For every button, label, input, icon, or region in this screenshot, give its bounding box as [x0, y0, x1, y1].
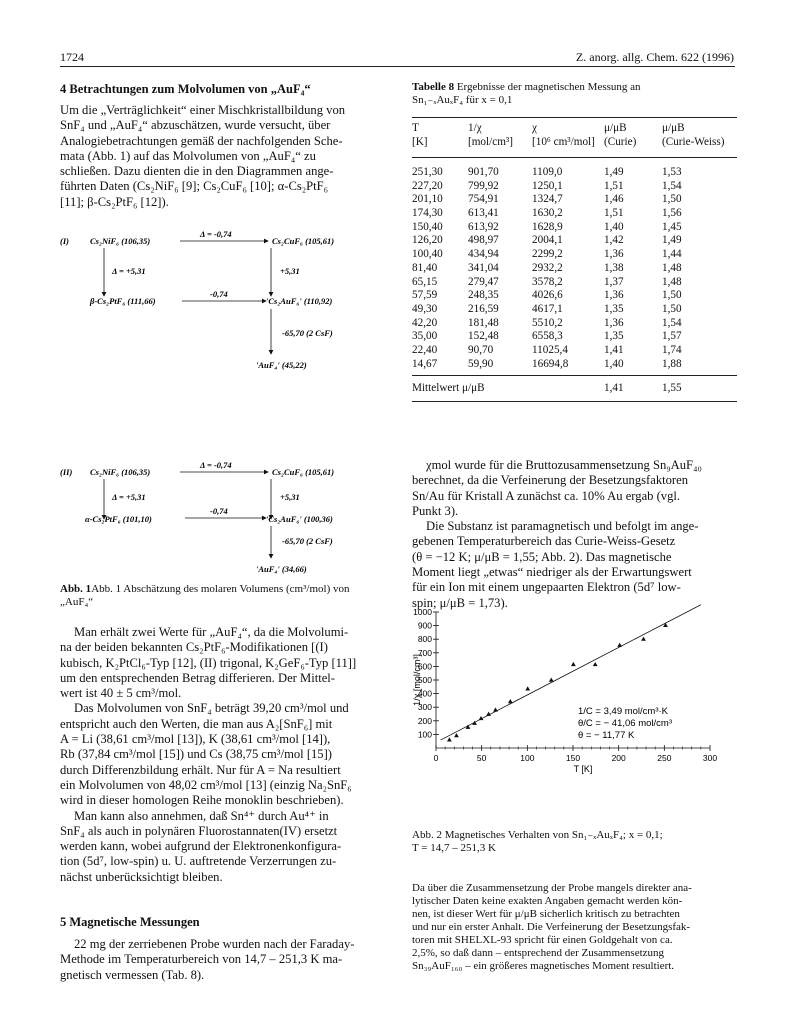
table-row: [412, 248, 738, 262]
text-line: (θ = −12 K; μ/μB = 1,55; Abb. 2). Das magnetische: [412, 549, 672, 564]
table-row: [412, 289, 738, 303]
caption-line: T = 14,7 – 251,3 K: [412, 842, 496, 854]
text-line: nächst unberücksichtigt bleiben.: [60, 869, 223, 884]
y-tick-label: 600: [417, 661, 432, 672]
header-rule: [60, 66, 735, 67]
data-point: [525, 686, 530, 690]
table-cell: 42,20: [412, 316, 438, 329]
text-line: na der beiden bekannten Cs₂PtF₆-Modifikationen [(I): [60, 640, 328, 655]
scheme-2-top-left: Cs₂NiF₆ (106,35): [90, 467, 151, 477]
table-cell: 1,48: [662, 275, 682, 288]
text-line: führten Daten (Cs₂NiF₆ [9]; Cs₂CuF₆ [10]; α-Cs₂PtF₆: [60, 179, 329, 194]
scheme-1-top-arrow-label: Δ = -0,74: [200, 229, 232, 239]
table-cell: 22,40: [412, 343, 438, 356]
table-cell: 1,51: [604, 179, 624, 192]
y-tick-label: 400: [417, 688, 432, 699]
text-line: Die Substanz ist paramagnetisch und befolgt im ange-: [426, 519, 699, 534]
table-cell: 1,38: [604, 261, 624, 274]
text-line: gebenen Temperaturbereich das Curie-Weiss-Gesetz: [412, 534, 676, 549]
text-line: tion (5d⁷, low-spin) u. U. auftretende Verzerrungen zu-: [60, 854, 337, 869]
text-line: gnetisch vermessen (Tab. 8).: [60, 967, 205, 982]
text-line: [11]; β-Cs₂PtF₆ [12]).: [60, 194, 169, 209]
x-tick-label: 200: [611, 753, 626, 763]
table-cell: 1,36: [604, 248, 624, 261]
table-row: [412, 207, 738, 221]
text-line: kubisch, K₂PtCl₆-Typ [12], (II) trigonal, K₂GeF₆-Typ [11]]: [60, 655, 357, 670]
table-cell: 901,70: [468, 166, 499, 178]
text-line: wert ist 40 ± 5 cm³/mol.: [60, 686, 182, 701]
table-footer-rule: [412, 375, 737, 376]
table-cell: 1,41: [604, 343, 624, 356]
table-bottom-rule: [412, 401, 737, 402]
y-tick-label: 700: [417, 647, 432, 658]
table-cell: 1,36: [604, 316, 624, 329]
header-cell: (Curie-Weiss): [662, 135, 725, 148]
table-cell: 1,54: [662, 179, 682, 192]
scheme-2-mid-left: α-Cs₂PtF₆ (101,10): [85, 514, 152, 524]
table-cell: 57,59: [412, 289, 438, 302]
table-cell: 1,35: [604, 330, 624, 343]
x-tick-label: 0: [433, 753, 439, 763]
magnetic-behaviour-chart: [410, 600, 730, 790]
text-line: ein Molvolumen von 48,02 cm³/mol [13] (einzig Na₂SnF₆: [60, 777, 352, 792]
table-cell: 1,74: [662, 343, 682, 356]
annotation-2: θ/C = − 41,06 mol/cm³: [578, 718, 672, 729]
scheme-1-mid-left: β-Cs₂PtF₆ (111,66): [90, 296, 156, 306]
x-axis-label: T [K]: [573, 764, 593, 774]
y-tick-label: 100: [417, 729, 432, 740]
x-tick-label: 100: [520, 753, 535, 763]
text-line: mata (Abb. 1) auf das Molvolumen von „AuF₄“ zu: [60, 148, 316, 163]
table-cell: 341,04: [468, 261, 499, 274]
text-line: wird in dieser homologen Reihe monoklin beschrieben).: [60, 793, 344, 808]
table-cell: 2299,2: [532, 248, 563, 261]
table-cell: 1,44: [662, 248, 682, 261]
table-cell: 248,35: [468, 289, 499, 302]
scheme-1-result: 'AuF₄' (45,22): [256, 360, 307, 370]
table-cell: 1,42: [604, 234, 624, 247]
table-cell: 1,88: [662, 357, 682, 370]
data-point: [571, 662, 576, 666]
text-line: Punkt 3).: [412, 503, 459, 518]
caption-line: Abb. 2 Magnetisches Verhalten von Sn₁₋ₓAuₓF₄; x = 0,1;: [412, 829, 663, 841]
table-row: [412, 330, 738, 344]
header-cell: μ/μB: [662, 122, 685, 134]
text-line: Man kann also annehmen, daß Sn⁴⁺ durch Au⁴⁺ in: [74, 808, 329, 823]
y-axis-label: 1/χ [mol/cm³]: [412, 654, 422, 706]
scheme-1-mid-right: 'Cs₂AuF₆' (110,92): [266, 296, 333, 306]
scheme-1-diagram: [60, 226, 400, 376]
data-point: [593, 662, 598, 666]
table-title: Ergebnisse der magnetischen Messung an: [456, 81, 641, 93]
table-cell: 59,90: [468, 357, 494, 370]
figure-1-caption: [60, 583, 394, 609]
table-cell: 1250,1: [532, 179, 563, 192]
section-5-heading: 5 Magnetische Messungen: [60, 915, 200, 929]
footnote: [412, 882, 737, 973]
data-point: [447, 737, 452, 741]
table-label: Tabelle 8: [412, 81, 455, 93]
table-cell: 181,48: [468, 316, 499, 329]
table-cell: 201,10: [412, 193, 443, 206]
caption-line: Abb. 1Abb. 1 Abschätzung des molaren Volumens (cm³/mol) von: [60, 583, 350, 595]
table-cell: 174,30: [412, 207, 443, 220]
table-cell: 613,92: [468, 220, 499, 233]
table-cell: 1,35: [604, 302, 624, 315]
x-tick-label: 50: [476, 753, 487, 763]
header-cell: [K]: [412, 135, 428, 148]
data-point: [549, 678, 554, 682]
table-cell: 1,50: [662, 289, 682, 302]
table-cell: 1,46: [604, 193, 624, 206]
scheme-2-top-arrow-label: Δ = -0,74: [200, 462, 232, 470]
table-cell: 1,40: [604, 220, 624, 233]
table-cell: 1,54: [662, 316, 682, 329]
text-line: spin; μ/μB = 1,73).: [412, 595, 508, 610]
table-cell: 90,70: [468, 343, 494, 356]
scheme-1-top-left: Cs₂NiF₆ (106,35): [90, 236, 151, 246]
table-cell: 1628,9: [532, 220, 563, 233]
table-cell: 65,15: [412, 275, 438, 288]
text-line: SnF₄ und „AuF₄“ abzuschätzen, wurde versucht, über: [60, 118, 331, 133]
text-line: 22 mg der zerriebenen Probe wurden nach der Faraday-: [74, 937, 355, 951]
caption-text: Abb. 1 Abschätzung des molaren Volumens (cm³/mol) von: [91, 583, 350, 595]
annotation-3: θ = − 11,77 K: [578, 730, 635, 741]
text-line: Das Molvolumen von SnF₄ beträgt 39,20 cm³/mol und: [74, 701, 349, 716]
table-cell: 35,00: [412, 330, 438, 343]
y-tick-label: 200: [417, 715, 432, 726]
scheme-2-diagram: [60, 462, 400, 580]
table-cell: 1,50: [662, 302, 682, 315]
table-cell: 1,53: [662, 166, 682, 178]
caption-line: [412, 81, 737, 94]
table-cell: 3578,2: [532, 275, 563, 288]
scheme-1-label: (I): [60, 236, 69, 246]
table-footer-label: Mittelwert μ/μB: [412, 382, 485, 394]
table-row: [412, 180, 738, 194]
table-cell: 49,30: [412, 302, 438, 315]
scheme-2-result: 'AuF₄' (34,66): [256, 564, 307, 574]
table-footer-curie-weiss: 1,55: [662, 382, 682, 394]
table-cell: 1,50: [662, 193, 682, 206]
table-row: [412, 276, 738, 290]
table-cell: 1,51: [604, 207, 624, 220]
table-cell: 1,49: [604, 166, 624, 178]
text-line: berechnet, da die Verfeinerung der Besetzungsfaktoren: [412, 473, 689, 488]
table-cell: 4617,1: [532, 302, 563, 315]
table-header-rule: [412, 157, 737, 158]
text-line: werden kann, wobei aufgrund der Elektronenkonfigura-: [60, 839, 342, 854]
table-cell: 434,94: [468, 248, 499, 261]
table-cell: 1,49: [662, 234, 682, 247]
table-row: [412, 262, 738, 276]
text-line: lytischer Daten keine exakten Angaben gemacht werden kön-: [412, 895, 683, 907]
text-line: um den entsprechenden Betrag differieren. Der Mittel-: [60, 670, 335, 685]
data-point: [454, 733, 459, 737]
table-8-header: [412, 122, 738, 149]
text-line: 2,5%, so daß dann – entsprechend der Zusammensetzung: [412, 947, 665, 959]
table-cell: 4026,6: [532, 289, 563, 302]
header-cell: T: [412, 122, 419, 134]
text-line: durch Differenzbildung erhält. Nur für A = Na resultiert: [60, 762, 341, 777]
table-cell: 100,40: [412, 248, 443, 261]
table-8-body: [412, 166, 738, 371]
y-tick-label: 300: [417, 702, 432, 713]
table-row: [412, 234, 738, 248]
caption-line: „AuF₄“: [60, 596, 94, 608]
table-cell: 1,36: [604, 289, 624, 302]
text-line: und nur ein erster Anhalt. Die Verfeinerung der Besetzungsfak-: [412, 921, 691, 933]
scheme-1-mid-arrow-label: -0,74: [210, 289, 228, 299]
table-cell: 152,48: [468, 330, 499, 343]
header-cell: (Curie): [604, 135, 637, 148]
scheme-2-right-delta: +5,31: [280, 492, 300, 502]
table-cell: 126,20: [412, 234, 443, 247]
text-line: Moment liegt „etwas“ niedriger als der Erwartungswert: [412, 565, 692, 580]
table-cell: 613,41: [468, 207, 499, 220]
table-row: [412, 317, 738, 331]
page-number: 1724: [60, 50, 84, 64]
table-cell: 150,40: [412, 220, 443, 233]
figure-2-caption: [412, 829, 737, 855]
table-cell: 216,59: [468, 302, 499, 315]
scheme-1-right-delta: +5,31: [280, 266, 300, 276]
table-cell: 1,37: [604, 275, 624, 288]
text-line: Man erhält zwei Werte für „AuF₄“, da die Molvolumi-: [74, 625, 349, 639]
table-cell: 5510,2: [532, 316, 563, 329]
journal-reference: Z. anorg. allg. Chem. 622 (1996): [575, 50, 734, 64]
text-line: Sn/Au für Kristall A zunächst ca. 10% Au ergab (vgl.: [412, 488, 681, 503]
table-cell: 16694,8: [532, 357, 569, 370]
header-cell: [mol/cm³]: [468, 135, 513, 148]
text-line: entspricht auch den Werten, die man aus A₂[SnF₆] mit: [60, 716, 333, 731]
scheme-2-down-delta: -65,70 (2 CsF): [282, 536, 333, 546]
text-line: Rb (37,84 cm³/mol [15]) und Cs (38,75 cm³/mol [15]): [60, 747, 332, 762]
data-point: [641, 637, 646, 641]
table-cell: 1324,7: [532, 193, 563, 206]
header-cell: [10⁶ cm³/mol]: [532, 135, 595, 148]
table-cell: 1,57: [662, 330, 682, 343]
table-cell: 14,67: [412, 357, 438, 370]
scheme-1-top-right: Cs₂CuF₆ (105,61): [272, 236, 335, 246]
table-row: [412, 344, 738, 358]
text-line: Da über die Zusammensetzung der Probe mangels direkter ana-: [412, 882, 692, 894]
text-line: toren mit SHELXL-93 spricht für einen Goldgehalt von ca.: [412, 934, 673, 946]
header-cell: 1/χ: [468, 122, 482, 134]
table-cell: 251,30: [412, 166, 443, 178]
text-line: Um die „Verträglichkeit“ einer Mischkristallbildung von: [60, 103, 346, 117]
table-row: [412, 166, 738, 180]
text-line: schließen. Dazu dienten die in den Diagrammen ange-: [60, 164, 334, 179]
y-tick-label: 1000: [413, 607, 432, 617]
table-cell: 799,92: [468, 179, 499, 192]
scheme-1-down-delta: -65,70 (2 CsF): [282, 328, 333, 338]
y-tick-label: 800: [417, 634, 432, 645]
annotation-1: 1/C = 3,49 mol/cm³·K: [578, 706, 669, 717]
text-line: Analogiebetrachtungen gemäß der nachfolgenden Sche-: [60, 133, 343, 148]
y-tick-label: 900: [417, 620, 432, 631]
header-cell: μ/μB: [604, 122, 627, 134]
scheme-2-mid-right: 'Cs₂AuF₆' (100,36): [266, 514, 333, 524]
table-cell: 11025,4: [532, 343, 568, 356]
table-top-rule: [412, 117, 737, 118]
table-cell: 1,40: [604, 357, 624, 370]
left-paragraphs: [60, 625, 394, 885]
text-line: Sn₃₉AuF₁₆₀ – ein größeres magnetisches Moment resultiert.: [412, 960, 675, 972]
text-line: für ein Ion mit einem ungepaarten Elektron (5d⁷ low-: [412, 580, 681, 595]
section-4-heading: 4 Betrachtungen zum Molvolumen von „AuF₄“: [60, 82, 311, 96]
text-line: A = Li (38,61 cm³/mol [13]), K (38,61 cm³/mol [14]),: [60, 732, 331, 747]
right-paragraphs: [412, 458, 737, 611]
table-cell: 1109,0: [532, 166, 563, 178]
text-line: nen, ist dieser Wert für μ/μB sicherlich kritisch zu betrachten: [412, 908, 680, 920]
table-cell: 227,20: [412, 179, 443, 192]
table-8-title: [412, 81, 737, 107]
section-5-paragraph: [60, 937, 394, 983]
table-footer-curie: 1,41: [604, 382, 624, 394]
table-cell: 279,47: [468, 275, 499, 288]
table-cell: 81,40: [412, 261, 438, 274]
text-line: Methode im Temperaturbereich von 14,7 – 251,3 K ma-: [60, 952, 343, 967]
scheme-1-left-delta: Δ = +5,31: [112, 266, 146, 276]
table-cell: 6558,3: [532, 330, 563, 343]
scheme-2-label: (II): [60, 467, 73, 477]
x-tick-label: 300: [702, 753, 718, 763]
table-row: [412, 193, 738, 207]
text-line: χmol wurde für die Bruttozusammensetzung Sn₉AuF₄₀: [426, 458, 702, 472]
table-cell: 2932,2: [532, 261, 563, 274]
x-tick-label: 150: [565, 753, 581, 763]
table-row: [412, 358, 738, 372]
table-cell: 1,56: [662, 207, 682, 220]
header-cell: χ: [532, 122, 537, 134]
caption-line: Sn₁₋ₓAuₓF₄ für x = 0,1: [412, 94, 513, 106]
table-cell: 1630,2: [532, 207, 563, 220]
y-tick-label: 500: [417, 675, 432, 685]
text-line: SnF₄ als auch in polynären Fluorostannaten(IV) ersetzt: [60, 823, 338, 838]
scheme-2-mid-arrow-label: -0,74: [210, 506, 228, 516]
table-cell: 1,48: [662, 261, 682, 274]
table-cell: 498,97: [468, 234, 499, 247]
section-4-paragraph: [60, 103, 394, 210]
x-tick-label: 250: [657, 753, 672, 763]
table-cell: 754,91: [468, 193, 499, 206]
scheme-2-top-right: Cs₂CuF₆ (105,61): [272, 467, 335, 477]
table-row: [412, 221, 738, 235]
scheme-2-left-delta: Δ = +5,31: [112, 492, 146, 502]
table-cell: 2004,1: [532, 234, 563, 247]
table-cell: 1,45: [662, 220, 682, 233]
table-row: [412, 303, 738, 317]
